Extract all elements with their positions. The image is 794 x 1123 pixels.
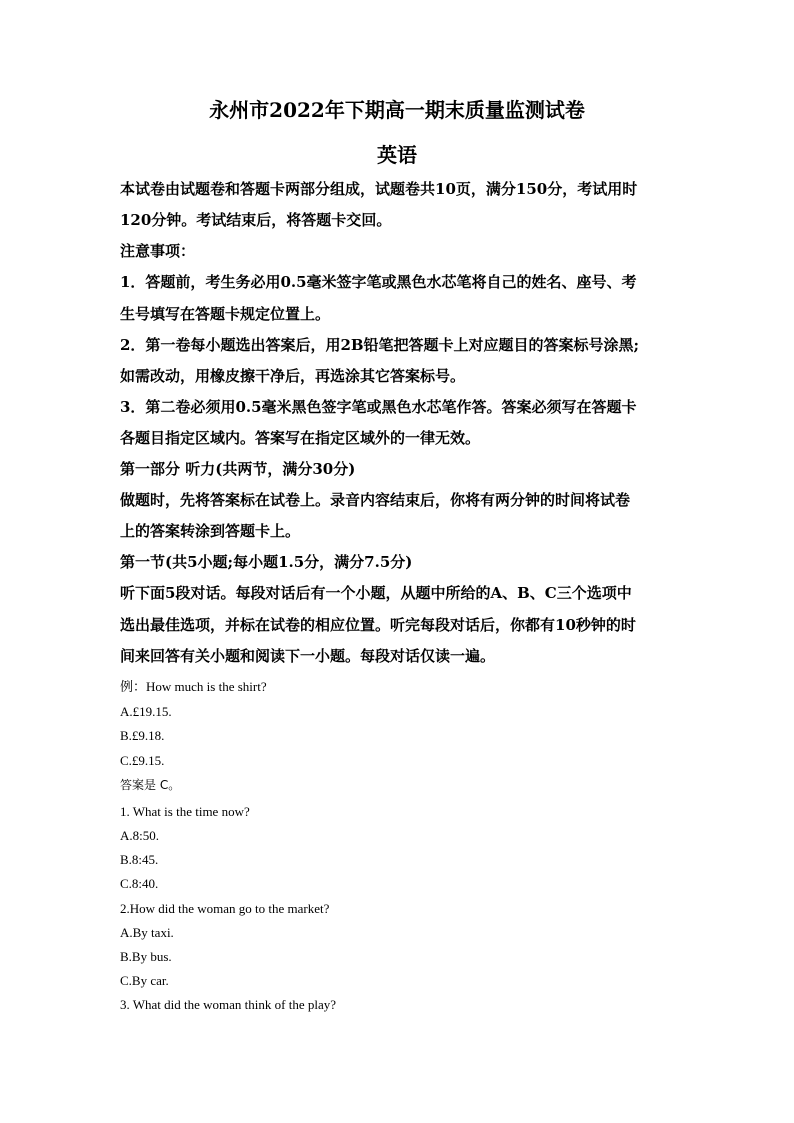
example-question: 例：How much is the shirt? (120, 679, 267, 694)
subject-title: 英语 (377, 143, 417, 167)
example-answer: 答案是 C。 (120, 778, 181, 792)
question-2-option-b: B.By bus. (120, 949, 172, 964)
example-option-a: A.£19.15. (120, 704, 172, 719)
part1-description: 上的答案转涂到答题卡上。 (120, 522, 301, 540)
question-1-stem: 1. What is the time now? (120, 804, 250, 819)
question-1-option-c: C.8:40. (120, 876, 159, 891)
part1-heading: 第一部分 听力(共两节，满分30分) (120, 460, 356, 478)
part1-description: 做题时，先将答案标在试卷上。录音内容结束后，你将有两分钟的时间将试卷 (120, 491, 631, 509)
notice-item-3: 各题目指定区域内。答案写在指定区域外的一律无效。 (120, 429, 481, 447)
notice-item-2: 如需改动，用橡皮擦干净后，再选涂其它答案标号。 (120, 367, 466, 385)
question-2-option-c: C.By car. (120, 973, 169, 988)
section1-description: 选出最佳选项，并标在试卷的相应位置。听完每段对话后，你都有10秒钟的时 (120, 616, 636, 634)
example-option-c: C.£9.15. (120, 753, 165, 768)
notice-heading: 注意事项： (120, 242, 196, 260)
intro-text: 本试卷由试题卷和答题卡两部分组成，试题卷共10页，满分150分，考试用时 (120, 180, 638, 198)
question-2-stem: 2.How did the woman go to the market? (120, 901, 330, 916)
notice-item-2: 2．第一卷每小题选出答案后，用2B铅笔把答题卡上对应题目的答案标号涂黑; (120, 336, 640, 354)
exam-title: 永州市2022年下期高一期末质量监测试卷 (209, 98, 585, 122)
question-2-option-a: A.By taxi. (120, 925, 174, 940)
question-1-option-a: A.8:50. (120, 828, 159, 843)
example-option-b: B.£9.18. (120, 728, 165, 743)
question-1-option-b: B.8:45. (120, 852, 159, 867)
intro-text: 120分钟。考试结束后，将答题卡交回。 (120, 211, 392, 229)
notice-item-3: 3．第二卷必须用0.5毫米黑色签字笔或黑色水芯笔作答。答案必须写在答题卡 (120, 398, 637, 416)
question-3-stem: 3. What did the woman think of the play? (120, 997, 337, 1012)
notice-item-1: 生号填写在答题卡规定位置上。 (120, 305, 331, 323)
section1-description: 听下面5段对话。每段对话后有一个小题，从题中所给的A、B、C三个选项中 (120, 584, 632, 602)
section1-description: 间来回答有关小题和阅读下一小题。每段对话仅读一遍。 (120, 647, 496, 665)
notice-item-1: 1．答题前，考生务必用0.5毫米签字笔或黑色水芯笔将自己的姓名、座号、考 (120, 273, 637, 291)
section1-heading: 第一节(共5小题;每小题1.5分，满分7.5分) (120, 553, 413, 571)
